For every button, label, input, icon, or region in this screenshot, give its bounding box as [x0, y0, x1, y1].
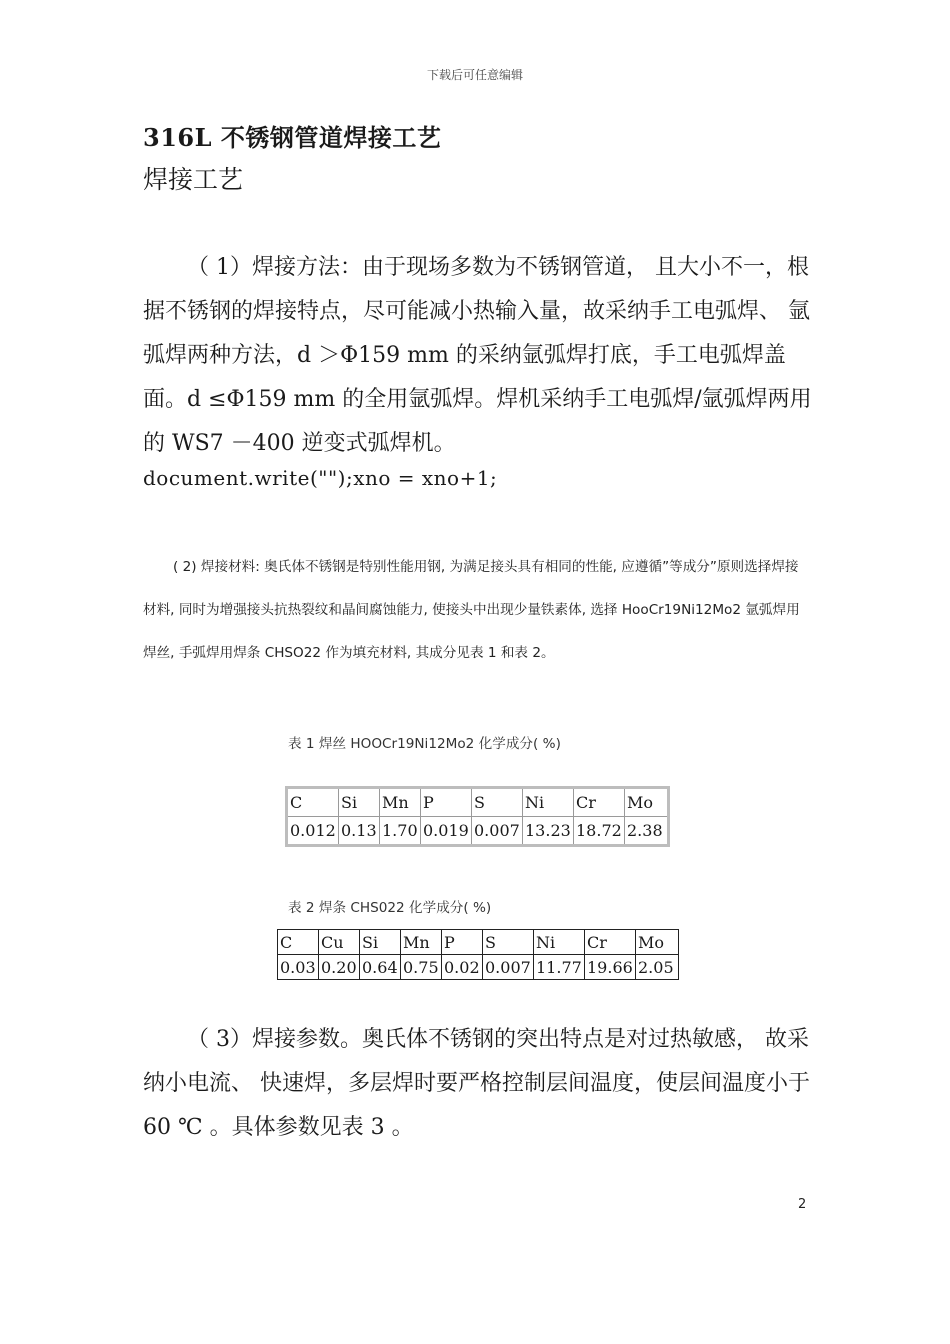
table-header-cell: C	[278, 930, 319, 955]
paragraph-text: ( 2) 焊接材料: 奥氏体不锈钢是特别性能用钢, 为满足接头具有相同的性能, 应遵循”等成分”原则选择焊接材料, 同时为增强接头抗热裂纹和晶间腐蚀能力, 使接头中出现少量铁素体, 选择 HooCr19Ni12Mo2 氩弧焊用焊丝, 手弧焊用焊条 CHSO22 作为填充材料, 其成分见表 1 和表 2。	[143, 559, 800, 661]
table-cell: 2.05	[636, 955, 679, 980]
table-cell: 0.007	[483, 955, 534, 980]
table-header-cell: S	[472, 788, 523, 817]
table-wire-composition	[285, 786, 670, 847]
table-cell: 11.77	[534, 955, 585, 980]
table-header-cell: S	[483, 930, 534, 955]
table-header-cell: Si	[360, 930, 401, 955]
paragraph-text: （ 1）焊接方法：由于现场多数为不锈钢管道， 且大小不一，根据不锈钢的焊接特点，尽可能减小热输入量，故采纳手工电弧焊、 氩弧焊两种方法，d ＞Φ159 mm 的采纳氩弧焊打底，手工电弧焊盖面。d ≤Φ159 mm 的全用氩弧焊。焊机采纳手工电弧焊/氩弧焊两用的 WS7 －400 逆变式弧焊机。	[143, 255, 812, 456]
table-header-cell: Ni	[523, 788, 574, 817]
section-heading: 焊接工艺	[143, 165, 244, 194]
table-cell: 0.02	[442, 955, 483, 980]
page-number: 2	[798, 1197, 807, 1212]
paragraph-welding-parameters	[143, 1018, 813, 1150]
script-artifact-line: document.write("");xno = xno+1;	[143, 466, 498, 490]
table-header-cell: Mo	[636, 930, 679, 955]
table-header-cell: C	[287, 788, 339, 817]
table-cell: 0.012	[287, 817, 339, 846]
paragraph-text: （ 3）焊接参数。奥氏体不锈钢的突出特点是对过热敏感， 故采纳小电流、 快速焊，多层焊时要严格控制层间温度，使层间温度小于 60 ℃ 。具体参数见表 3 。	[143, 1027, 810, 1140]
table-row	[278, 955, 679, 980]
table-cell: 0.019	[421, 817, 472, 846]
table-header-cell: Mn	[401, 930, 442, 955]
table-header-cell: P	[442, 930, 483, 955]
table1-caption: 表 1 焊丝 HOOCr19Ni12Mo2 化学成分( %)	[288, 736, 561, 752]
table-header-cell: Cu	[319, 930, 360, 955]
table-header-cell: Si	[339, 788, 380, 817]
table-cell: 1.70	[380, 817, 421, 846]
table-cell: 13.23	[523, 817, 574, 846]
table-cell: 2.38	[625, 817, 669, 846]
document-title: 316L 不锈钢管道焊接工艺	[143, 123, 442, 152]
table-header-cell: Ni	[534, 930, 585, 955]
table-header-cell: Mo	[625, 788, 669, 817]
table-cell: 0.64	[360, 955, 401, 980]
table-cell: 18.72	[574, 817, 625, 846]
table-cell: 0.007	[472, 817, 523, 846]
table-electrode-composition	[277, 929, 679, 980]
table-header-row	[278, 930, 679, 955]
table-cell: 0.13	[339, 817, 380, 846]
table-header-cell: Cr	[585, 930, 636, 955]
table-header-cell: Cr	[574, 788, 625, 817]
table-cell: 0.03	[278, 955, 319, 980]
table-row	[287, 817, 669, 846]
table-cell: 19.66	[585, 955, 636, 980]
table-cell: 0.20	[319, 955, 360, 980]
paragraph-welding-method	[143, 246, 813, 466]
table-cell: 0.75	[401, 955, 442, 980]
page-header: 下载后可任意编辑	[426, 68, 523, 82]
table-header-row	[287, 788, 669, 817]
table2-caption: 表 2 焊条 CHS022 化学成分( %)	[288, 900, 492, 916]
table-header-cell: Mn	[380, 788, 421, 817]
table-header-cell: P	[421, 788, 472, 817]
paragraph-welding-materials	[143, 546, 808, 675]
